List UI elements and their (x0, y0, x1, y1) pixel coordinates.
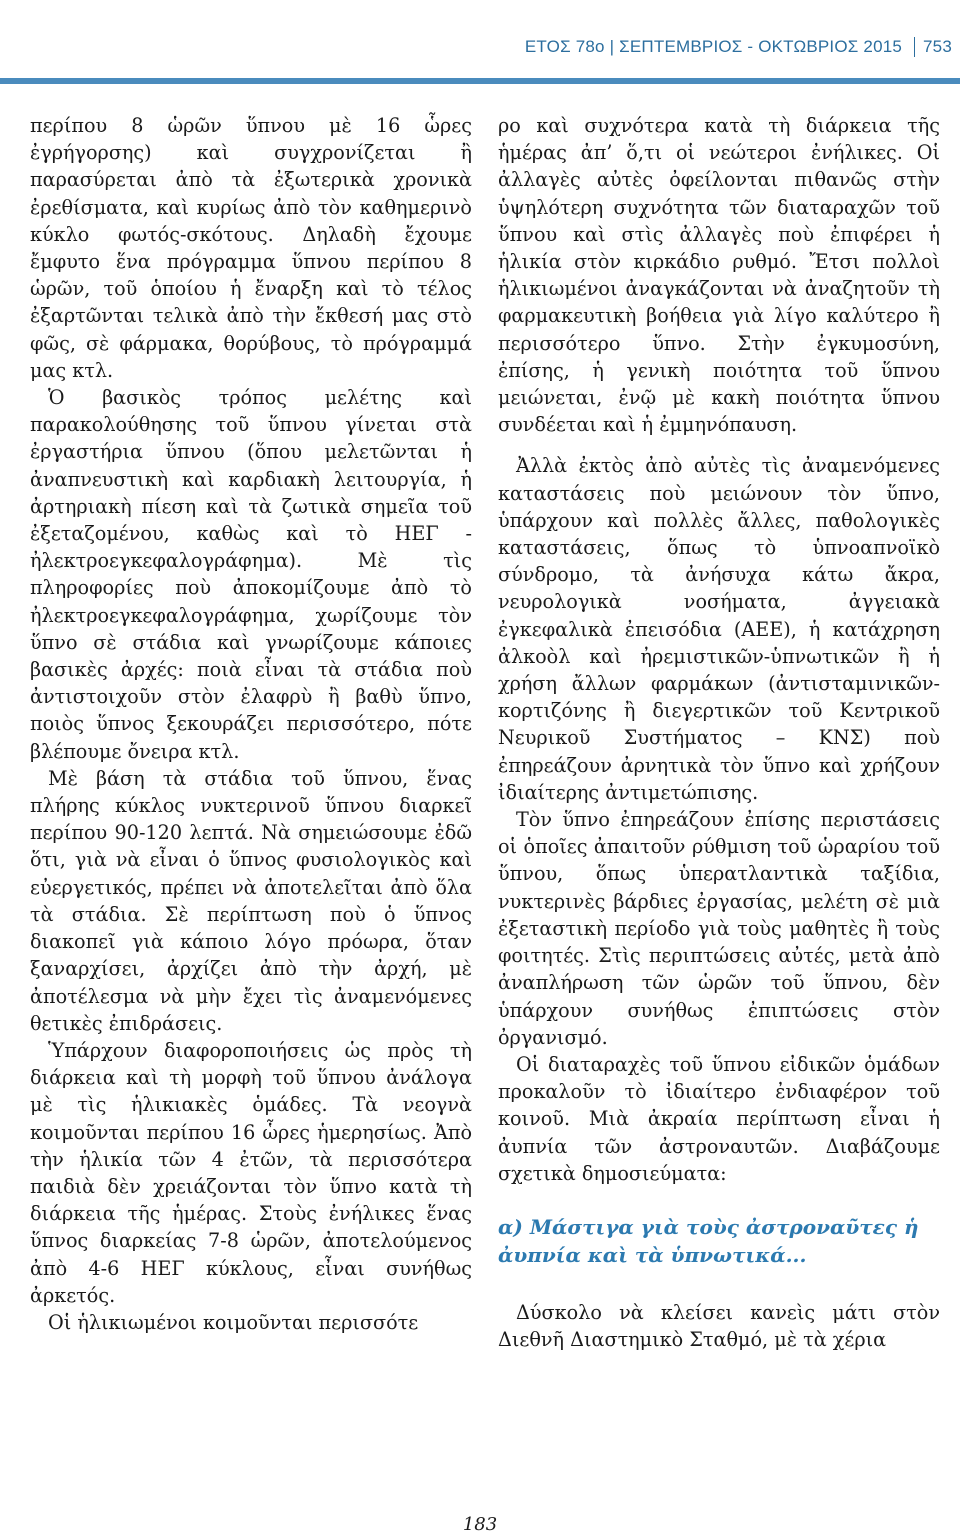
paragraph: Ἀλλὰ ἐκτὸς ἀπὸ αὐτὲς τὶς ἀναμενόμενες καταστάσεις ποὺ μειώνουν τὸν ὕπνο, ὑπάρχουν καὶ πολλὲς ἄλλες, παθολογικὲς καταστάσεις, ὅπως τὸ ὑπνοαπνοϊκὸ σύνδρομο, τὰ ἀνήσυχα κάτω ἄκρα, νευρολογικὰ νοσήματα, ἀγγειακὰ ἐγκεφαλικὰ ἐπεισόδια (ΑΕΕ), ἡ κατάχρηση ἀλκοὸλ καὶ ἠρεμιστικῶν-ὑπνωτικῶν ἢ ἡ χρήση ἄλλων φαρμάκων (ἀντισταμινικῶν-κορτιζόνης ἢ διεγερτικῶν τοῦ Κεντρικοῦ Νευρικοῦ Συστήματος – ΚΝΣ) ποὺ ἐπηρεάζουν ἀρνητικὰ τὸν ὕπνο καὶ χρήζουν ἰδιαίτερης ἀντιμετώπισης. (498, 454, 940, 804)
issue-info: ΕΤΟΣ 78ο | ΣΕΠΤΕΜΒΡΙΟΣ - ΟΚΤΩΒΡΙΟΣ 2015 (524, 37, 903, 56)
paragraph: περίπου 8 ὡρῶν ὕπνου μὲ 16 ὧρες ἐγρήγορσης) καὶ συγχρονίζεται ἢ παρασύρεται ἀπὸ τὰ ἐξωτερικὰ χρονικὰ ἐρεθίσματα, καὶ κυρίως ἀπὸ τὸν καθημερινὸ κύκλο φωτός-σκότους. Δηλαδὴ ἔχουμε ἔμφυτο ἕνα πρόγραμμα ὕπνου περίπου 8 ὡρῶν, τοῦ ὁποίου ἡ ἔναρξη καὶ τὸ τέλος ἐξαρτῶνται τελικὰ ἀπὸ τὴν ἔκθεσή μας στὸ φῶς, σὲ φάρμακα, θορύβους, τὸ πρόγραμμά μας κτλ. (30, 114, 472, 382)
paragraph: Τὸν ὕπνο ἐπηρεάζουν ἐπίσης περιστάσεις οἱ ὁποῖες ἀπαιτοῦν ρύθμιση τοῦ ὡραρίου τοῦ ὕπνου, ὅπως ὑπερατλαντικὰ ταξίδια, νυκτερινὲς βάρδιες ἐργασίας, μελέτη σὲ μιὰ ἐξεταστικὴ περίοδο γιὰ τοὺς μαθητὲς ἢ τοὺς φοιτητές. Στὶς περιπτώσεις αὐτές, μετὰ ἀπὸ ἀναπλήρωση τῶν ὡρῶν τοῦ ὕπνου, δὲν ὑπάρχουν συνήθως ἐπιπτώσεις στὸν ὀργανισμό. (498, 808, 940, 1049)
paragraph: Δύσκολο νὰ κλείσει κανεὶς μάτι στὸν Διεθνῆ Διαστημικὸ Σταθμό, μὲ τὰ χέρια (498, 1300, 940, 1352)
left-column (30, 112, 472, 1336)
paragraph: Μὲ βάση τὰ στάδια τοῦ ὕπνου, ἕνας πλήρης κύκλος νυκτερινοῦ ὕπνου διαρκεῖ περίπου 90-120 λεπτά. Νὰ σημειώσουμε ἐδῶ ὅτι, γιὰ νὰ εἶναι ὁ ὕπνος φυσιολογικὸς καὶ εὐεργετικός, πρέπει νὰ ἀποτελεῖται ἀπὸ ὅλα τὰ στάδια. Σὲ περίπτωση ποὺ ὁ ὕπνος διακοπεῖ γιὰ κάποιο λόγο πρόωρα, ὅταν ξαναρχίσει, ἀρχίζει ἀπὸ τὴν ἀρχή, μὲ ἀποτέλεσμα νὰ μὴν ἔχει τὶς ἀναμενόμενες θετικὲς ἐπιδράσεις. (30, 766, 472, 1035)
folio-number: 183 (462, 1514, 498, 1535)
paragraph: ρο καὶ συχνότερα κατὰ τὴ διάρκεια τῆς ἡμέρας ἀπ’ ὅ,τι οἱ νεώτεροι ἐνήλικες. Οἱ ἀλλαγὲς αὐτὲς ὀφείλονται πιθανῶς στὴν ὑψηλότερη συχνότητα τῶν διαταραχῶν τοῦ ὕπνου καὶ στὶς ἀλλαγὲς ποὺ ἐπιφέρει ἡ ἡλικία στὸν κιρκάδιο ρυθμό. Ἔτσι πολλοὶ ἡλικιωμένοι ἀναγκάζονται νὰ ἀναζητοῦν τὴ φαρμακευτικὴ βοήθεια γιὰ λίγο καλύτερο ἢ περισσότερο ὕπνο. Στὴν ἐγκυμοσύνη, ἐπίσης, ἡ γενικὴ ποιότητα τοῦ ὕπνου μειώνεται, ἐνῷ μὲ κακὴ ποιότητα ὕπνου συνδέεται καὶ ἡ ἐμμηνόπαυση. (498, 114, 940, 437)
header-divider (914, 37, 915, 57)
paragraph: Ὁ βασικὸς τρόπος μελέτης καὶ παρακολούθησης τοῦ ὕπνου γίνεται στὰ ἐργαστήρια ὕπνου (ὅπου μελετῶνται ἡ ἀναπνευστικὴ καὶ καρδιακὴ λειτουργία, ἡ ἀρτηριακὴ πίεση καὶ τὰ ζωτικὰ σημεῖα τοῦ ἐξεταζομένου, καθὼς καὶ τὸ ΗΕΓ - ἠλεκτροεγκεφαλογράφημα). Μὲ τὶς πληροφορίες ποὺ ἀποκομίζουμε ἀπὸ τὸ ἠλεκτροεγκεφαλογράφημα, χωρίζουμε τὸν ὕπνο σὲ στάδια καὶ γνωρίζουμε κάποιες βασικὲς ἀρχές: ποιὰ εἶναι τὰ στάδια ποὺ ἀντιστοιχοῦν στὸν ἐλαφρὺ ἢ βαθὺ ὕπνο, ποιὸς ὕπνος ξεκουράζει περισσότερο, πότε βλέπουμε ὄνειρα κτλ. (30, 386, 472, 763)
section-subheading: α) Μάστιγα γιὰ τοὺς ἀστροναῦτες ἡ ἀυπνία καὶ τὰ ὑπνωτικά... (498, 1214, 919, 1267)
header-rule (0, 78, 960, 84)
running-header (525, 34, 960, 60)
paragraph: Ὑπάρχουν διαφοροποιήσεις ὡς πρὸς τὴ διάρκεια καὶ τὴ μορφὴ τοῦ ὕπνου ἀνάλογα μὲ τὶς ἡλικιακὲς ὁμάδες. Τὰ νεογνὰ κοιμοῦνται περίπου 16 ὧρες ἡμερησίως. Ἀπὸ τὴν ἡλικία τῶν 4 ἐτῶν, τὰ περισσότερα παιδιὰ δὲν χρειάζονται τὸν ὕπνο κατὰ τὴ διάρκεια τῆς ἡμέρας. Στοὺς ἐνήλικες ἕνας ὕπνος διαρκείας 7-8 ὡρῶν, ἀποτελούμενος ἀπὸ 4-6 ΗΕΓ κύκλους, εἶναι συνήθως ἀρκετός. (30, 1038, 472, 1307)
paragraph: Οἱ διαταραχὲς τοῦ ὕπνου εἰδικῶν ὁμάδων προκαλοῦν τὸ ἰδιαίτερο ἐνδιαφέρον τοῦ κοινοῦ. Μιὰ ἀκραία περίπτωση εἶναι ἡ ἀυπνία τῶν ἀστροναυτῶν. Διαβάζουμε σχετικὰ δημοσιεύματα: (498, 1052, 940, 1185)
right-column (498, 112, 940, 1353)
page-number: 753 (923, 37, 952, 56)
paragraph: Οἱ ἡλικιωμένοι κοιμοῦνται περισσότε (48, 1310, 419, 1334)
